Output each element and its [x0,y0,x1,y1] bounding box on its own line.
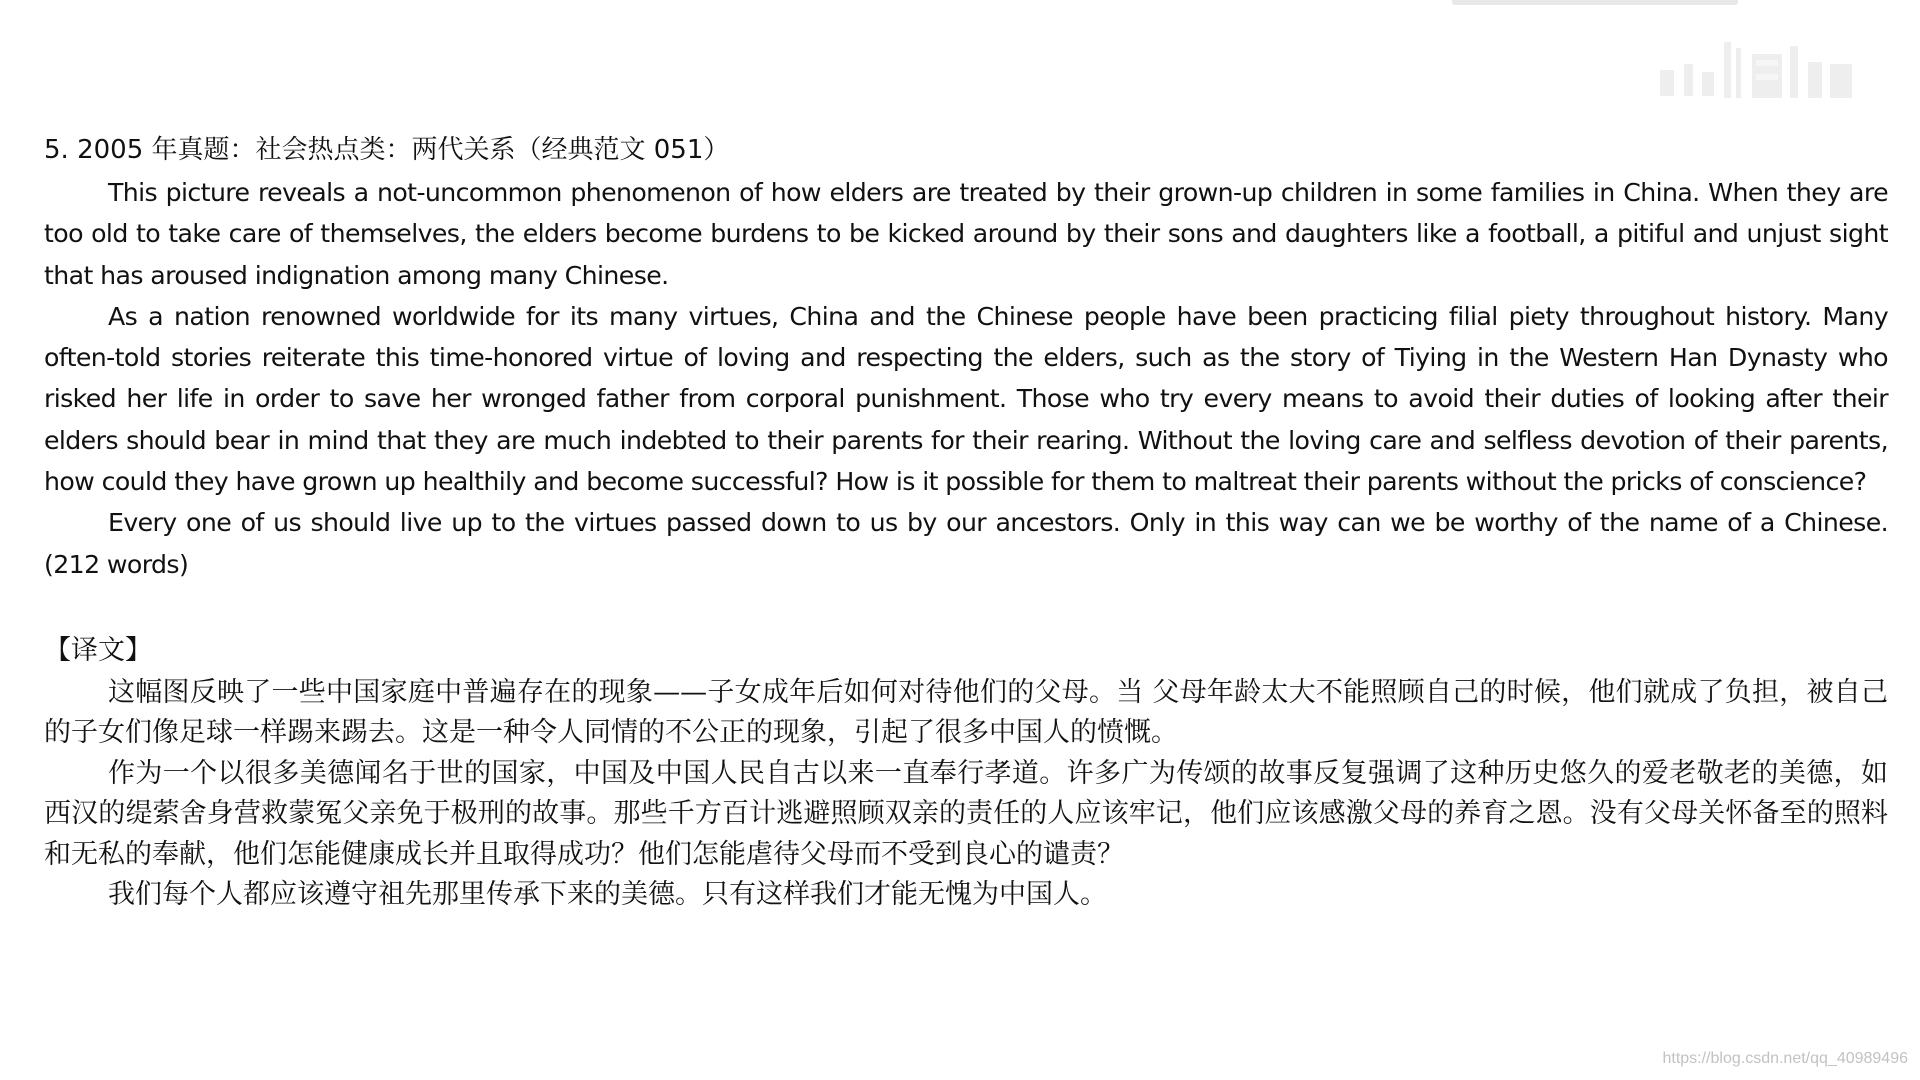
top-edge-bar [1452,0,1738,5]
faded-logo-mark [1650,34,1890,104]
english-paragraph-2: As a nation renowned worldwide for its many virtues, China and the Chinese people have been practicing filial piety throughout history. Many often-told stories reiterate this time-honored virtue of loving and respecting the elders, such as the story of Tiying in the Western Han Dynasty who risked her life in order to save her wronged father from corporal punishment. Those who try every means to avoid their duties of looking after their elders should bear in mind that they are much indebted to their parents for their rearing. Without the loving care and selfless devotion of their parents, how could they have grown up healthily and become successful? How is it possible for them to maltreat their parents without the pricks of conscience? [44,301,1888,497]
essay-heading: 5. 2005 年真题：社会热点类：两代关系（经典范文 051） [44,135,730,165]
translation-heading: 【译文】 [44,634,152,666]
chinese-paragraph-2: 作为一个以很多美德闻名于世的国家，中国及中国人民自古以来一直奉行孝道。许多广为传颂的故事反复强调了这种历史悠久的爱老敬老的美德，如西汉的缇萦舍身营救蒙冤父亲免于极刑的故事。那些千方百计逃避照顾双亲的责任的人应该牢记，他们应该感激父母的养育之恩。没有父母关怀备至的照料和无私的奉献，他们怎能健康成长并且取得成功？他们怎能虐待父母而不受到良心的谴责？ [44,757,1888,870]
chinese-paragraph-1: 这幅图反映了一些中国家庭中普遍存在的现象——子女成年后如何对待他们的父母。当 父母年龄太大不能照顾自己的时候，他们就成了负担，被自己的子女们像足球一样踢来踢去。这是一种令人同情的不公正的现象，引起了很多中国人的愤慨。 [44,676,1888,749]
section-gap [44,585,1888,629]
document-content [44,128,1888,916]
chinese-paragraph-3: 我们每个人都应该遵守祖先那里传承下来的美德。只有这样我们才能无愧为中国人。 [108,879,1107,911]
english-paragraph-3: Every one of us should live up to the virtues passed down to us by our ancestors. Only in this way can we be worthy of the name of a Chinese. (212 words) [44,508,1888,579]
source-watermark: https://blog.csdn.net/qq_40989496 [1662,1050,1908,1067]
english-paragraph-1: This picture reveals a not-uncommon phenomenon of how elders are treated by their grown-up children in some families in China. When they are too old to take care of themselves, the elders become burdens to be kicked around by their sons and daughters like a football, a pitiful and unjust sight that has aroused indignation among many Chinese. [44,178,1888,290]
